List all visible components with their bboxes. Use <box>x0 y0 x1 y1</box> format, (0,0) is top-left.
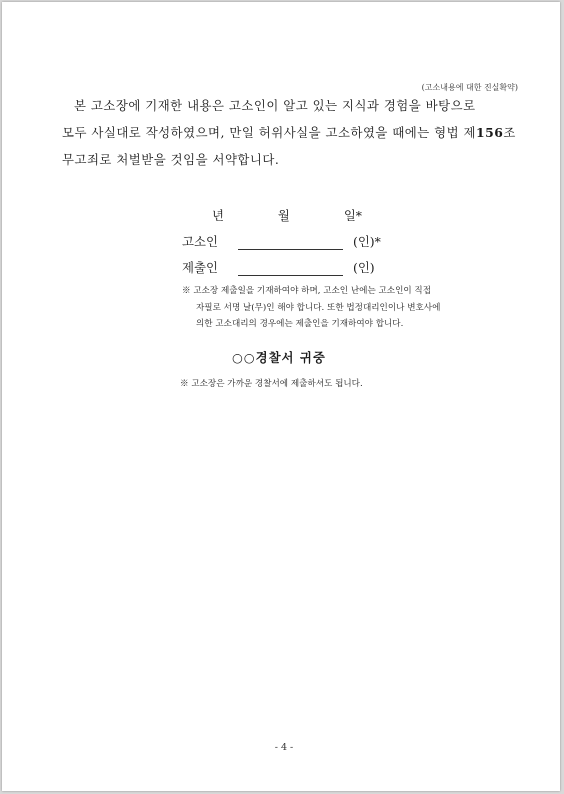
article-number: 156 <box>476 125 504 140</box>
submitter-seal: (인) <box>353 260 375 275</box>
date-month: 월 <box>277 208 290 223</box>
police-station-addressee: ○○경찰서 귀중 <box>232 350 326 365</box>
submitter-signature-line[interactable] <box>238 261 343 276</box>
submission-note: ※ 고소장은 가까운 경찰서에 제출하셔도 됩니다. <box>180 379 363 389</box>
document-page <box>2 2 560 791</box>
submitter-label: 제출인 <box>182 260 218 275</box>
complainant-seal: (인)* <box>353 234 381 249</box>
oath-line-1: 본 고소장에 기재한 내용은 고소인이 알고 있는 지식과 경험을 바탕으로 <box>74 98 476 113</box>
signature-instructions <box>182 283 512 333</box>
instruction-line-3: 의한 고소대리의 경우에는 제출인을 기재하여야 합니다. <box>196 319 404 329</box>
oath-line-2-text: 모두 사실대로 작성하였으며, 만일 허위사실을 고소하였을 때에는 형법 제 <box>62 125 477 140</box>
instruction-line-1: ※ 고소장 제출일을 기재하여야 하며, 고소인 난에는 고소인이 직접 <box>182 286 432 296</box>
date-day: 일* <box>343 208 362 223</box>
complainant-label: 고소인 <box>182 234 218 249</box>
oath-line-2-suffix: 조 <box>503 125 516 140</box>
instruction-line-2: 자필로 서명 날(무)인 해야 합니다. 또한 법정대리인이나 변호사에 <box>196 302 441 313</box>
section-note: (고소내용에 대한 진실확약) <box>421 83 518 92</box>
oath-line-3: 무고죄로 처벌받을 것임을 서약합니다. <box>62 152 280 167</box>
page-number: - 4 - <box>274 742 294 753</box>
submitter-signature-row <box>182 258 375 276</box>
oath-line-2 <box>62 119 516 146</box>
date-row <box>212 206 362 224</box>
complainant-signature-line[interactable] <box>238 235 343 250</box>
complainant-signature-row <box>182 232 381 250</box>
oath-paragraph <box>62 92 516 173</box>
date-year: 년 <box>212 208 224 223</box>
